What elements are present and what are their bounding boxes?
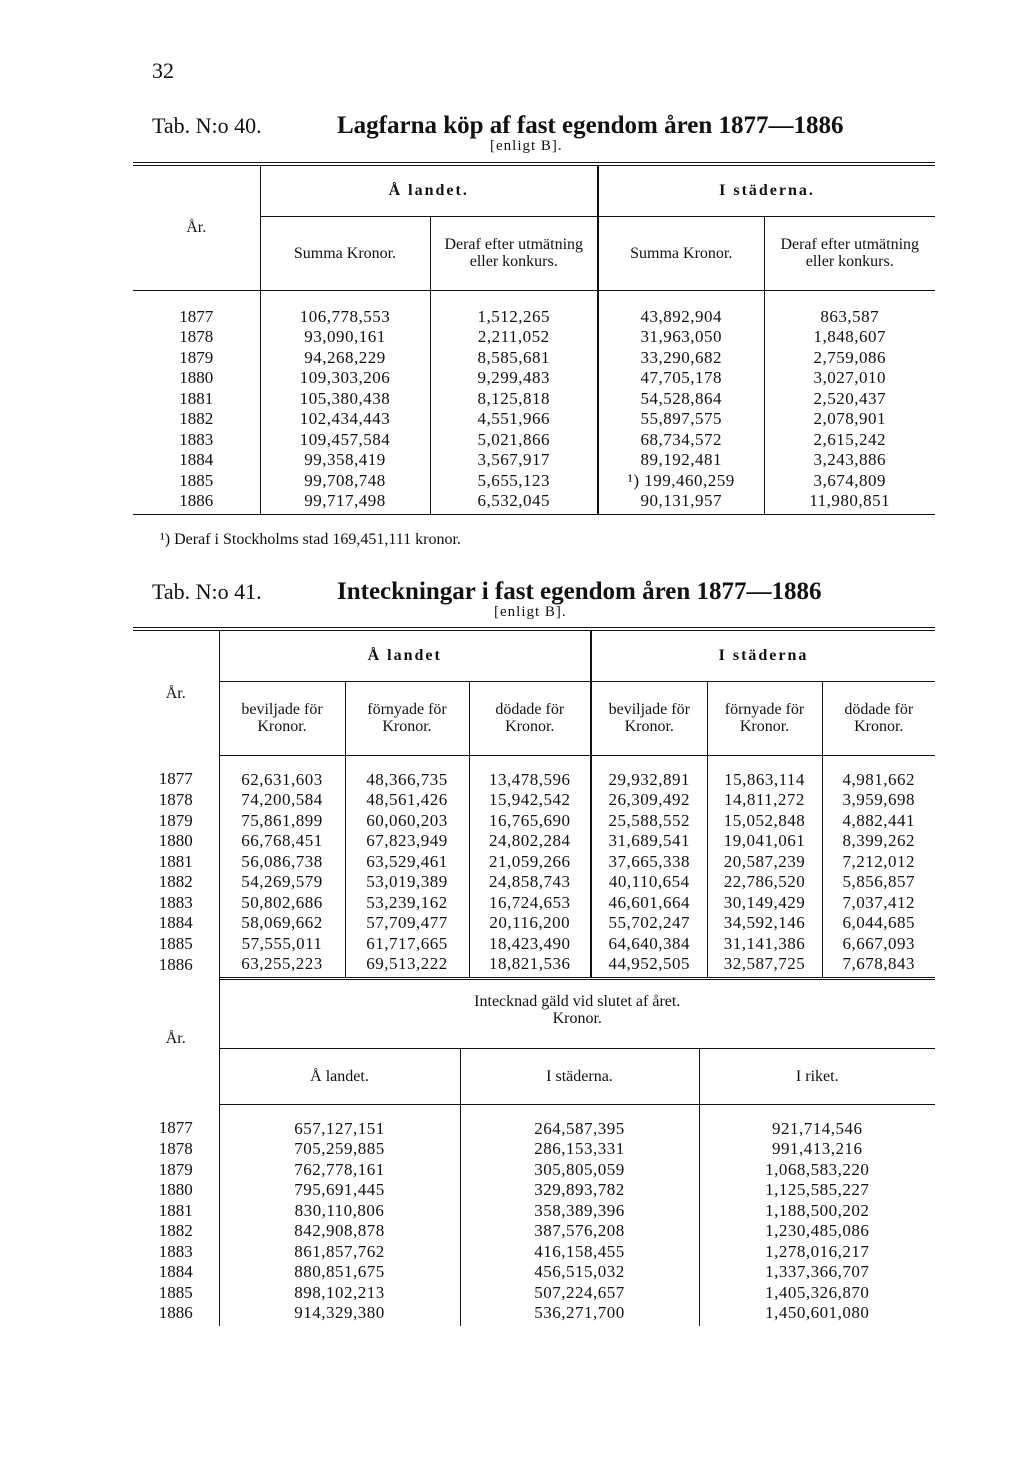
col-deraf: Deraf efter utmätning eller konkurs. bbox=[764, 216, 935, 290]
value-cell: 20,116,200 bbox=[469, 913, 591, 934]
value-cell: 63,255,223 bbox=[219, 954, 345, 978]
table-row bbox=[133, 1303, 935, 1326]
value-cell: 16,765,690 bbox=[469, 811, 591, 832]
table-row bbox=[133, 1283, 935, 1304]
value-cell: 31,141,386 bbox=[707, 934, 822, 955]
col-dodade: dödade för Kronor. bbox=[822, 681, 935, 755]
value-cell: 2,078,901 bbox=[764, 409, 935, 430]
value-cell: 93,090,161 bbox=[260, 327, 430, 348]
value-cell: 3,674,809 bbox=[764, 471, 935, 492]
value-cell: 57,555,011 bbox=[219, 934, 345, 955]
table-row bbox=[133, 893, 935, 914]
value-cell: 33,290,682 bbox=[598, 348, 764, 369]
year-cell: 1882 bbox=[179, 409, 214, 428]
table-row bbox=[133, 348, 935, 369]
table-row bbox=[133, 913, 935, 934]
value-cell: 57,709,477 bbox=[345, 913, 469, 934]
page-number: 32 bbox=[152, 58, 174, 83]
table-row bbox=[133, 409, 935, 430]
table-row bbox=[133, 1242, 935, 1263]
group-landet: Å landet bbox=[219, 629, 591, 681]
table-row bbox=[133, 450, 935, 471]
value-cell: 19,041,061 bbox=[707, 831, 822, 852]
value-cell: 2,520,437 bbox=[764, 389, 935, 410]
table-row bbox=[133, 831, 935, 852]
value-cell: 34,592,146 bbox=[707, 913, 822, 934]
year-cell: 1878 bbox=[158, 1139, 193, 1158]
table-row bbox=[133, 1221, 935, 1242]
value-cell: 24,858,743 bbox=[469, 872, 591, 893]
value-cell: 5,021,866 bbox=[430, 430, 598, 451]
value-cell: 991,413,216 bbox=[699, 1139, 935, 1160]
year-cell: 1886 bbox=[179, 491, 214, 510]
value-cell: 863,587 bbox=[764, 290, 935, 327]
value-cell: 18,423,490 bbox=[469, 934, 591, 955]
col-summa: Summa Kronor. bbox=[260, 216, 430, 290]
value-cell: 358,389,396 bbox=[460, 1201, 699, 1222]
value-cell: 53,019,389 bbox=[345, 872, 469, 893]
year-cell: 1885 bbox=[158, 933, 193, 953]
value-cell: 32,587,725 bbox=[707, 954, 822, 978]
value-cell: 48,561,426 bbox=[345, 790, 469, 811]
value-cell: 305,805,059 bbox=[460, 1160, 699, 1181]
table40-heading bbox=[152, 112, 942, 140]
value-cell: 55,702,247 bbox=[591, 913, 707, 934]
value-cell: 4,981,662 bbox=[822, 755, 935, 790]
value-cell: 40,110,654 bbox=[591, 872, 707, 893]
table-row bbox=[133, 934, 935, 955]
year-cell: 1882 bbox=[158, 1221, 193, 1240]
value-cell: 44,952,505 bbox=[591, 954, 707, 978]
value-cell: 75,861,899 bbox=[219, 811, 345, 832]
value-cell: 2,211,052 bbox=[430, 327, 598, 348]
table-row bbox=[133, 491, 935, 514]
value-cell: 58,069,662 bbox=[219, 913, 345, 934]
value-cell: 6,044,685 bbox=[822, 913, 935, 934]
year-cell: 1885 bbox=[158, 1282, 193, 1302]
group-landet: Å landet. bbox=[260, 164, 598, 216]
year-cell: 1878 bbox=[158, 790, 193, 809]
table40-number: Tab. N:o 40. bbox=[152, 113, 262, 138]
group-staderna: I städerna. bbox=[598, 164, 935, 216]
table41-subtitle: [enligt B]. bbox=[494, 604, 567, 620]
year-cell: 1882 bbox=[158, 872, 193, 891]
value-cell: 106,778,553 bbox=[260, 290, 430, 327]
col-fornyade: förnyade för Kronor. bbox=[707, 681, 822, 755]
value-cell: 50,802,686 bbox=[219, 893, 345, 914]
value-cell: 99,717,498 bbox=[260, 491, 430, 514]
value-cell: 1,450,601,080 bbox=[699, 1303, 935, 1326]
year-cell: 1885 bbox=[179, 470, 214, 490]
value-cell: 48,366,735 bbox=[345, 755, 469, 790]
value-cell: 3,243,886 bbox=[764, 450, 935, 471]
year-cell: 1880 bbox=[158, 831, 193, 850]
table-row bbox=[133, 872, 935, 893]
year-cell: 1877 bbox=[158, 769, 193, 789]
year-header: År. bbox=[186, 219, 207, 237]
table-row bbox=[133, 1180, 935, 1201]
value-cell: 861,857,762 bbox=[219, 1242, 460, 1263]
table-row bbox=[133, 471, 935, 492]
table-row bbox=[133, 1139, 935, 1160]
table-row bbox=[133, 1262, 935, 1283]
value-cell: 53,239,162 bbox=[345, 893, 469, 914]
value-cell: 5,655,123 bbox=[430, 471, 598, 492]
value-cell: 74,200,584 bbox=[219, 790, 345, 811]
table41-debt bbox=[133, 972, 935, 1326]
value-cell: 20,587,239 bbox=[707, 852, 822, 873]
year-cell: 1879 bbox=[158, 1159, 193, 1179]
value-cell: 1,405,326,870 bbox=[699, 1283, 935, 1304]
year-cell: 1880 bbox=[158, 1180, 193, 1199]
table-row bbox=[133, 368, 935, 389]
value-cell: 705,259,885 bbox=[219, 1139, 460, 1160]
year-cell: 1883 bbox=[158, 1241, 193, 1261]
year-cell: 1884 bbox=[158, 1262, 193, 1281]
value-cell: 109,303,206 bbox=[260, 368, 430, 389]
value-cell: 657,127,151 bbox=[219, 1104, 460, 1139]
value-cell: 536,271,700 bbox=[460, 1303, 699, 1326]
value-cell: 9,299,483 bbox=[430, 368, 598, 389]
col-beviljade: beviljade för Kronor. bbox=[591, 681, 707, 755]
table-row bbox=[133, 1104, 935, 1139]
value-cell: 67,823,949 bbox=[345, 831, 469, 852]
value-cell: 3,959,698 bbox=[822, 790, 935, 811]
value-cell: 416,158,455 bbox=[460, 1242, 699, 1263]
year-cell: 1879 bbox=[158, 810, 193, 830]
value-cell: 1,125,585,227 bbox=[699, 1180, 935, 1201]
year-cell: 1881 bbox=[158, 1200, 193, 1220]
year-cell: 1877 bbox=[158, 1118, 193, 1138]
value-cell: 90,131,957 bbox=[598, 491, 764, 514]
value-cell: 921,714,546 bbox=[699, 1104, 935, 1139]
table-row bbox=[133, 1201, 935, 1222]
group-debt bbox=[219, 972, 935, 1048]
table-row bbox=[133, 430, 935, 451]
value-cell: 1,337,366,707 bbox=[699, 1262, 935, 1283]
value-cell: 3,567,917 bbox=[430, 450, 598, 471]
value-cell: 456,515,032 bbox=[460, 1262, 699, 1283]
value-cell: 7,212,012 bbox=[822, 852, 935, 873]
table41-number: Tab. N:o 41. bbox=[152, 579, 262, 604]
table-row bbox=[133, 790, 935, 811]
value-cell: 14,811,272 bbox=[707, 790, 822, 811]
year-cell: 1880 bbox=[179, 368, 214, 387]
table41 bbox=[133, 627, 935, 980]
value-cell: 105,380,438 bbox=[260, 389, 430, 410]
year-cell: 1884 bbox=[158, 913, 193, 932]
value-cell: 6,532,045 bbox=[430, 491, 598, 514]
value-cell: 54,269,579 bbox=[219, 872, 345, 893]
value-cell: 4,551,966 bbox=[430, 409, 598, 430]
year-cell: 1879 bbox=[179, 347, 214, 367]
value-cell: 4,882,441 bbox=[822, 811, 935, 832]
value-cell: 37,665,338 bbox=[591, 852, 707, 873]
value-cell: 29,932,891 bbox=[591, 755, 707, 790]
table41-heading bbox=[152, 578, 942, 606]
value-cell: 264,587,395 bbox=[460, 1104, 699, 1139]
value-cell: 69,513,222 bbox=[345, 954, 469, 978]
value-cell: 102,434,443 bbox=[260, 409, 430, 430]
value-cell: 24,802,284 bbox=[469, 831, 591, 852]
table-row bbox=[133, 290, 935, 327]
table40-footnote: ¹) Deraf i Stockholms stad 169,451,111 kronor. bbox=[160, 531, 461, 548]
value-cell: 2,759,086 bbox=[764, 348, 935, 369]
value-cell: 109,457,584 bbox=[260, 430, 430, 451]
value-cell: 99,708,748 bbox=[260, 471, 430, 492]
table40 bbox=[133, 162, 935, 515]
value-cell: 15,863,114 bbox=[707, 755, 822, 790]
year-cell: 1881 bbox=[158, 851, 193, 871]
value-cell: 26,309,492 bbox=[591, 790, 707, 811]
table-row bbox=[133, 852, 935, 873]
col-summa: Summa Kronor. bbox=[598, 216, 764, 290]
value-cell: 47,705,178 bbox=[598, 368, 764, 389]
year-header: År. bbox=[165, 1029, 186, 1047]
value-cell: 25,588,552 bbox=[591, 811, 707, 832]
table-row bbox=[133, 327, 935, 348]
value-cell: 15,942,542 bbox=[469, 790, 591, 811]
year-cell: 1883 bbox=[158, 892, 193, 912]
value-cell: 1,188,500,202 bbox=[699, 1201, 935, 1222]
year-cell: 1884 bbox=[179, 450, 214, 469]
year-cell: 1878 bbox=[179, 327, 214, 346]
value-cell: 55,897,575 bbox=[598, 409, 764, 430]
value-cell: 3,027,010 bbox=[764, 368, 935, 389]
value-cell: 762,778,161 bbox=[219, 1160, 460, 1181]
table41-title: Inteckningar i fast egendom åren 1877—1886 bbox=[337, 578, 822, 605]
value-cell: 11,980,851 bbox=[764, 491, 935, 514]
value-cell: 22,786,520 bbox=[707, 872, 822, 893]
value-cell: 1,068,583,220 bbox=[699, 1160, 935, 1181]
year-cell: 1883 bbox=[179, 429, 214, 449]
value-cell: 914,329,380 bbox=[219, 1303, 460, 1326]
value-cell: 16,724,653 bbox=[469, 893, 591, 914]
year-cell: 1886 bbox=[158, 954, 193, 974]
value-cell: 842,908,878 bbox=[219, 1221, 460, 1242]
value-cell: 7,678,843 bbox=[822, 954, 935, 978]
group-staderna: I städerna bbox=[591, 629, 935, 681]
value-cell: 387,576,208 bbox=[460, 1221, 699, 1242]
value-cell: 286,153,331 bbox=[460, 1139, 699, 1160]
col-deraf: Deraf efter utmätning eller konkurs. bbox=[430, 216, 598, 290]
value-cell: 64,640,384 bbox=[591, 934, 707, 955]
value-cell: 795,691,445 bbox=[219, 1180, 460, 1201]
value-cell: 89,192,481 bbox=[598, 450, 764, 471]
value-cell: 63,529,461 bbox=[345, 852, 469, 873]
value-cell: 7,037,412 bbox=[822, 893, 935, 914]
value-cell: 2,615,242 bbox=[764, 430, 935, 451]
value-cell: 1,848,607 bbox=[764, 327, 935, 348]
value-cell: 66,768,451 bbox=[219, 831, 345, 852]
value-cell: 60,060,203 bbox=[345, 811, 469, 832]
value-cell: 8,125,818 bbox=[430, 389, 598, 410]
value-cell: 1,278,016,217 bbox=[699, 1242, 935, 1263]
value-cell: 30,149,429 bbox=[707, 893, 822, 914]
year-header: År. bbox=[165, 684, 186, 702]
value-cell: ¹) 199,460,259 bbox=[598, 471, 764, 492]
col-staderna: I städerna. bbox=[460, 1048, 699, 1104]
value-cell: 13,478,596 bbox=[469, 755, 591, 790]
value-cell: 46,601,664 bbox=[591, 893, 707, 914]
value-cell: 5,856,857 bbox=[822, 872, 935, 893]
year-cell: 1886 bbox=[158, 1303, 193, 1322]
value-cell: 18,821,536 bbox=[469, 954, 591, 978]
value-cell: 68,734,572 bbox=[598, 430, 764, 451]
value-cell: 8,399,262 bbox=[822, 831, 935, 852]
value-cell: 54,528,864 bbox=[598, 389, 764, 410]
col-beviljade: beviljade för Kronor. bbox=[219, 681, 345, 755]
table40-subtitle: [enligt B]. bbox=[490, 138, 563, 154]
value-cell: 56,086,738 bbox=[219, 852, 345, 873]
col-fornyade: förnyade för Kronor. bbox=[345, 681, 469, 755]
table-row bbox=[133, 1160, 935, 1181]
value-cell: 880,851,675 bbox=[219, 1262, 460, 1283]
value-cell: 898,102,213 bbox=[219, 1283, 460, 1304]
value-cell: 94,268,229 bbox=[260, 348, 430, 369]
debt-unit: Kronor. bbox=[552, 1009, 602, 1027]
table-row bbox=[133, 755, 935, 790]
value-cell: 8,585,681 bbox=[430, 348, 598, 369]
table40-title: Lagfarna köp af fast egendom åren 1877—1886 bbox=[337, 112, 844, 139]
table-row bbox=[133, 811, 935, 832]
value-cell: 15,052,848 bbox=[707, 811, 822, 832]
year-cell: 1881 bbox=[179, 388, 214, 408]
col-dodade: dödade för Kronor. bbox=[469, 681, 591, 755]
value-cell: 507,224,657 bbox=[460, 1283, 699, 1304]
value-cell: 830,110,806 bbox=[219, 1201, 460, 1222]
value-cell: 31,963,050 bbox=[598, 327, 764, 348]
table-row bbox=[133, 389, 935, 410]
value-cell: 99,358,419 bbox=[260, 450, 430, 471]
value-cell: 61,717,665 bbox=[345, 934, 469, 955]
value-cell: 6,667,093 bbox=[822, 934, 935, 955]
value-cell: 21,059,266 bbox=[469, 852, 591, 873]
col-landet: Å landet. bbox=[219, 1048, 460, 1104]
value-cell: 31,689,541 bbox=[591, 831, 707, 852]
value-cell: 43,892,904 bbox=[598, 290, 764, 327]
value-cell: 1,230,485,086 bbox=[699, 1221, 935, 1242]
value-cell: 62,631,603 bbox=[219, 755, 345, 790]
value-cell: 1,512,265 bbox=[430, 290, 598, 327]
debt-group-label: Intecknad gäld vid slutet af året. bbox=[474, 992, 681, 1010]
value-cell: 329,893,782 bbox=[460, 1180, 699, 1201]
col-riket: I riket. bbox=[699, 1048, 935, 1104]
year-cell: 1877 bbox=[179, 306, 214, 326]
